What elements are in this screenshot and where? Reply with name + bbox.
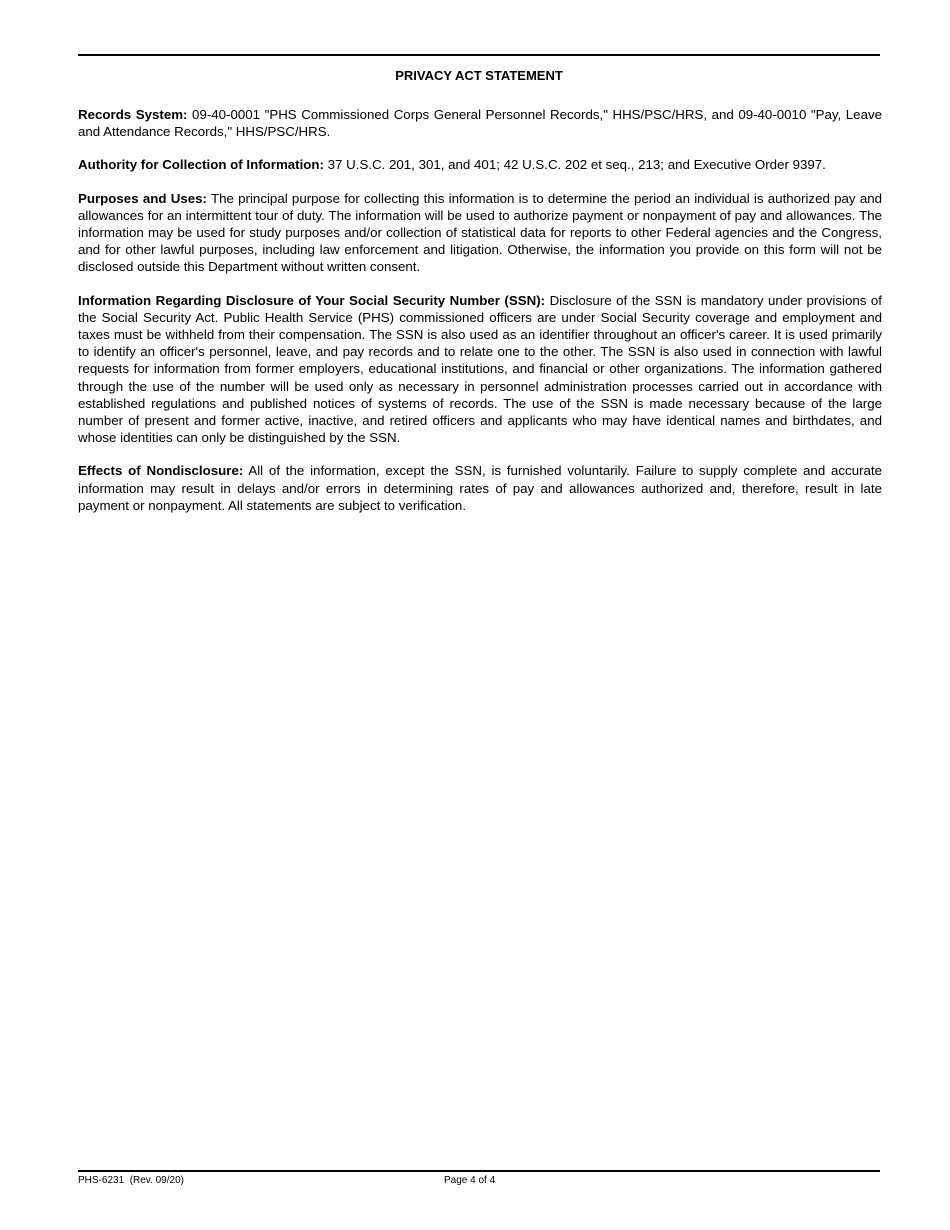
paragraph-text: All of the information, except the SSN, is furnished voluntarily. Failure to supply complete and accurate information may result in delays and/or errors in determining rates of pay and allowances authorized and, therefore, result in late payment or nonpayment. All statements are subject to verification. [78, 463, 883, 513]
statement-body [78, 106, 882, 530]
top-rule [78, 54, 880, 56]
paragraph-label: Authority for Collection of Information: [78, 157, 324, 173]
paragraph-label: Effects of Nondisclosure: [78, 463, 244, 479]
paragraph-label: Information Regarding Disclosure of Your Social Security Number (SSN): [78, 292, 546, 308]
authority-paragraph [78, 156, 882, 173]
form-id: PHS-6231 (Rev. 09/20) [78, 1175, 184, 1186]
paragraph-text: 09-40-0001 "PHS Commissioned Corps General Personnel Records," HHS/PSC/HRS, and 09-40-0010 "Pay, Leave and Attendance Records," HHS/PSC/HRS. [78, 107, 883, 140]
page-title: PRIVACY ACT STATEMENT [395, 68, 563, 83]
paragraph-label: Records System: [78, 107, 188, 122]
records-system-paragraph [78, 106, 882, 140]
paragraph-label: Purposes and Uses: [78, 190, 207, 206]
paragraph-text: 37 U.S.C. 201, 301, and 401; 42 U.S.C. 202 et seq., 213; and Executive Order 9397. [323, 157, 826, 173]
purposes-paragraph [78, 190, 882, 276]
footer-rule [78, 1170, 880, 1172]
paragraph-text: The principal purpose for collecting this information is to determine the period an individual is authorized pay and allowances for an intermittent tour of duty. The information will be used to authorize payment or nonpayment of pay and allowances. The information may be used for study purposes and/or collection of statistical data for reports to other Federal agencies and the Congress, and for other lawful purposes, including law enforcement and litigation. Otherwise, the information you provide on this form will not be disclosed outside this Department without written consent. [78, 190, 883, 275]
ssn-disclosure-paragraph [78, 292, 882, 447]
nondisclosure-paragraph [78, 462, 882, 514]
page-number: Page 4 of 4 [444, 1175, 496, 1186]
paragraph-text: Disclosure of the SSN is mandatory under provisions of the Social Security Act. Public Health Service (PHS) commissioned officers are under Social Security coverage and employment and taxes must be withheld from their compensation. The SSN is also used as an identifier throughout an officer's career. It is used primarily to identify an officer's personnel, leave, and pay records and to relate one to the other. The SSN is also used in connection with lawful requests for information from former employers, educational institutions, and financial or other organizations. The information gathered through the use of the number will be used only as necessary in personnel administration processes carried out in accordance with established regulations and published notices of systems of records. The use of the SSN is made necessary because of the large number of present and former active, inactive, and retired officers and applicants who may have identical names and birthdates, and whose identities can only be distinguished by the SSN. [78, 292, 883, 446]
